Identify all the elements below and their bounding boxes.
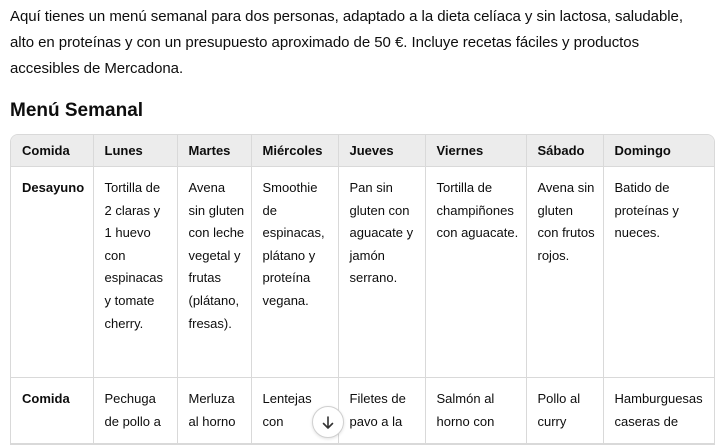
- column-header: Miércoles: [251, 135, 338, 167]
- intro-line-3: accesibles de Mercadona.: [10, 60, 184, 77]
- table-cell: Pechuga de pollo a: [93, 378, 177, 444]
- table-row: [11, 167, 714, 378]
- table-cell: Smoothie de espinacas, plátano y proteína vegana.: [251, 167, 338, 378]
- column-header: Viernes: [425, 135, 526, 167]
- table-row: [11, 378, 714, 444]
- meal-cell: Desayuno: [11, 167, 93, 378]
- column-header: Martes: [177, 135, 251, 167]
- table-cell: Merluza al horno: [177, 378, 251, 444]
- section-heading: Menú Semanal: [10, 100, 144, 121]
- weekly-menu-table: [11, 135, 714, 444]
- column-header: Sábado: [526, 135, 603, 167]
- assistant-message: [10, 0, 714, 429]
- column-header: Lunes: [93, 135, 177, 167]
- column-header: Comida: [11, 135, 93, 167]
- intro-line-2: alto en proteínas y con un presupuesto aproximado de 50 €. Incluye recetas fáciles y productos: [10, 34, 640, 51]
- table-cell: Batido de proteínas y nueces.: [603, 167, 714, 378]
- table-header-row: [11, 135, 714, 167]
- scroll-to-bottom-button[interactable]: [312, 406, 344, 438]
- meal-cell: Comida: [11, 378, 93, 444]
- table-cell: Pan sin gluten con aguacate y jamón serrano.: [338, 167, 425, 378]
- table-cell: Salmón al horno con: [425, 378, 526, 444]
- table-cell: Avena sin gluten con leche vegetal y frutas (plátano, fresas).: [177, 167, 251, 378]
- table-cell: Tortilla de 2 claras y 1 huevo con espinacas y tomate cherry.: [93, 167, 177, 378]
- table-cell: Tortilla de champiñones con aguacate.: [425, 167, 526, 378]
- column-header: Domingo: [603, 135, 714, 167]
- intro-paragraph: [10, 4, 714, 82]
- menu-table-container: [10, 134, 715, 445]
- arrow-down-icon: [322, 416, 334, 430]
- table-cell: Avena sin gluten con frutos rojos.: [526, 167, 603, 378]
- column-header: Jueves: [338, 135, 425, 167]
- table-cell: Pollo al curry: [526, 378, 603, 444]
- table-cell: Filetes de pavo a la: [338, 378, 425, 444]
- table-cell: Lentejas con: [251, 378, 338, 444]
- table-cell: Hamburguesas caseras de: [603, 378, 714, 444]
- intro-line-1: Aquí tienes un menú semanal para dos personas, adaptado a la dieta celíaca y sin lactosa, saludable,: [10, 8, 683, 25]
